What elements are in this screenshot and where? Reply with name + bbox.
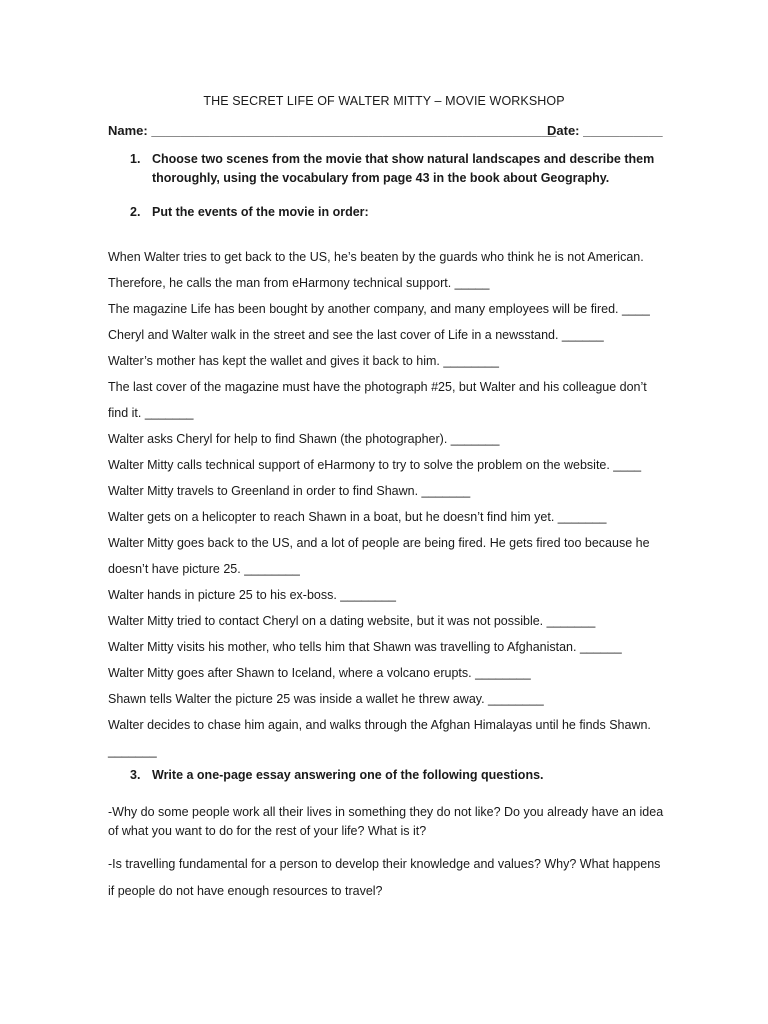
event-line: Walter Mitty travels to Greenland in order to find Shawn. _______ bbox=[108, 484, 471, 498]
question-number: 3. bbox=[130, 768, 141, 782]
question-1 bbox=[108, 150, 668, 188]
name-date-line bbox=[108, 123, 668, 138]
event-line: Walter gets on a helicopter to reach Shawn in a boat, but he doesn’t find him yet. _______ bbox=[108, 510, 607, 524]
event-line: Walter Mitty goes after Shawn to Iceland, where a volcano erupts. ________ bbox=[108, 666, 531, 680]
event-line: Therefore, he calls the man from eHarmony technical support. _____ bbox=[108, 276, 490, 290]
question-text: Put the events of the movie in order: bbox=[152, 205, 369, 219]
event-line: Walter decides to chase him again, and walks through the Afghan Himalayas until he finds Shawn. bbox=[108, 718, 651, 732]
event-line: Walter Mitty visits his mother, who tells him that Shawn was travelling to Afghanistan. ______ bbox=[108, 640, 622, 654]
essay-question-2: -Is travelling fundamental for a person to develop their knowledge and values? Why? What happens if people do not have enough resources to travel? bbox=[108, 857, 661, 898]
worksheet-title: THE SECRET LIFE OF WALTER MITTY – MOVIE WORKSHOP bbox=[203, 94, 565, 108]
event-line: find it. _______ bbox=[108, 406, 194, 420]
event-line: Shawn tells Walter the picture 25 was inside a wallet he threw away. ________ bbox=[108, 692, 544, 706]
question-number: 2. bbox=[130, 205, 141, 219]
events-list bbox=[108, 244, 668, 764]
question-2 bbox=[108, 203, 668, 222]
event-line: _______ bbox=[108, 744, 157, 758]
date-field: Date: ___________ bbox=[547, 123, 663, 138]
event-line: The last cover of the magazine must have the photograph #25, but Walter and his colleague don’t bbox=[108, 380, 647, 394]
event-line: Walter Mitty goes back to the US, and a lot of people are being fired. He gets fired too because he bbox=[108, 536, 650, 550]
question-3 bbox=[108, 766, 668, 785]
event-line: Walter Mitty tried to contact Cheryl on a dating website, but it was not possible. _______ bbox=[108, 614, 596, 628]
question-text: Write a one-page essay answering one of the following questions. bbox=[152, 768, 544, 782]
event-line: Walter’s mother has kept the wallet and gives it back to him. ________ bbox=[108, 354, 499, 368]
event-line: Cheryl and Walter walk in the street and see the last cover of Life in a newsstand. ______ bbox=[108, 328, 604, 342]
question-number: 1. bbox=[130, 152, 141, 166]
name-field: Name: ________________________________________________________ bbox=[108, 123, 557, 138]
event-line: Walter asks Cheryl for help to find Shawn (the photographer). _______ bbox=[108, 432, 500, 446]
event-line: The magazine Life has been bought by another company, and many employees will be fired. ____ bbox=[108, 302, 650, 316]
question-text: Choose two scenes from the movie that show natural landscapes and describe them thoroughly, using the vocabulary from page 43 in the book about Geography. bbox=[152, 152, 655, 185]
event-line: When Walter tries to get back to the US, he’s beaten by the guards who think he is not American. bbox=[108, 250, 644, 264]
event-line: Walter Mitty calls technical support of eHarmony to try to solve the problem on the website. ____ bbox=[108, 458, 642, 472]
essay-question-1: -Why do some people work all their lives in something they do not like? Do you already have an idea of what you want to do for the rest of your life? What is it? bbox=[108, 805, 664, 838]
event-line: Walter hands in picture 25 to his ex-boss. ________ bbox=[108, 588, 396, 602]
event-line: doesn’t have picture 25. ________ bbox=[108, 562, 300, 576]
